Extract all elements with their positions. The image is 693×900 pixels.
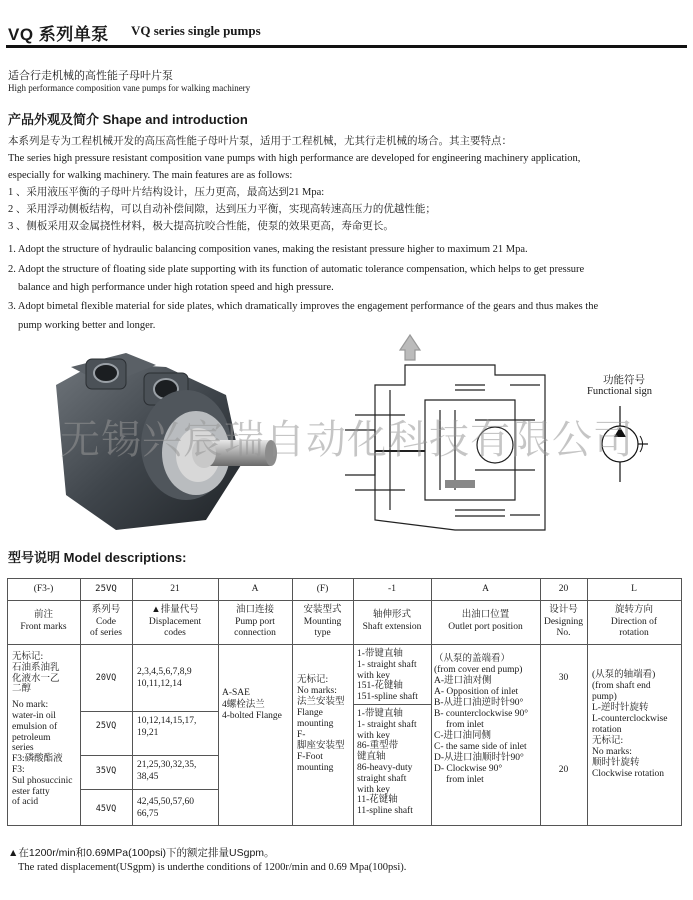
displacement-35vq: 21,25,30,32,35, 38,45 bbox=[137, 760, 197, 782]
watermark: 无锡兴宸瑞自动化科技有限公司 bbox=[60, 417, 634, 463]
page-title: VQ 系列单泵 bbox=[8, 25, 109, 44]
displacement-25vq: 10,12,14,15,17, 19,21 bbox=[137, 716, 197, 738]
design-30: 30 bbox=[558, 673, 569, 683]
feature-en-3a: 3. Adopt bimetal flexible material for side plates, which dramatically improves the engagement performance of the gears and thus makes the bbox=[8, 301, 599, 312]
page-title-en: VQ series single pumps bbox=[131, 23, 261, 38]
header-rotation: 旋转方向 Direction of rotation bbox=[610, 605, 658, 638]
code-port: A bbox=[251, 584, 259, 594]
feature-cn-1: 1 、采用液压平衡的子母叶片结构设计，压力更高，最高达到21 Mpa: bbox=[8, 187, 325, 198]
model-section-title: 型号说明 Model descriptions: bbox=[8, 550, 187, 565]
model-table bbox=[7, 578, 682, 826]
feature-en-2b: balance and high performance under high rotation speed and high pressure. bbox=[18, 282, 334, 293]
series-35vq: 35VQ bbox=[95, 766, 117, 776]
code-outlet: A bbox=[482, 584, 489, 594]
feature-en-1: 1. Adopt the structure of hydraulic balancing composition vanes, making the resistant pressure higher to maximum 21 Mpa. bbox=[8, 244, 528, 255]
footnote-en: The rated displacement(USgpm) is underthe conditions of 1200r/min and 0.69 Mpa(100psi). bbox=[18, 862, 407, 873]
functional-sign-label-en: Functional sign bbox=[587, 386, 653, 397]
subtitle-cn: 适合行走机械的高性能子母叶片泵 bbox=[8, 70, 173, 82]
code-shaft: -1 bbox=[388, 584, 396, 594]
feature-cn-2: 2 、采用浮动侧板结构，可以自动补偿间隙，达到压力平衡，实现高转速高压力的优越性能； bbox=[8, 204, 436, 215]
header-mounting: 安装型式 Mounting type bbox=[303, 605, 342, 638]
intro-en-line1: The series high pressure resistant composition vane pumps with high performance are developed for engineering machinery application, bbox=[8, 153, 581, 164]
code-displacement: 21 bbox=[170, 584, 180, 594]
series-25vq: 25VQ bbox=[95, 721, 117, 731]
feature-cn-3: 3 、侧板采用双金属挠性材料，极大提高抗咬合性能，使泵的效果更高，寿命更长。 bbox=[8, 221, 394, 232]
header-outlet: 出油口位置 Outlet port position bbox=[448, 610, 523, 632]
header-rule bbox=[6, 45, 687, 48]
subtitle-en: High performance composition vane pumps for walking machinery bbox=[8, 83, 251, 93]
footnote-cn: ▲在1200r/min和0.69MPa(100psi)下的额定排量USgpm。 bbox=[8, 847, 275, 859]
feature-en-3b: pump working better and longer. bbox=[18, 320, 156, 331]
mounting-text: 无标记: No marks: 法兰安装型 Flange mounting F- 脚座安装型 F-Foot mounting bbox=[297, 675, 345, 773]
intro-cn: 本系列是专为工程机械开发的高压高性能子母叶片泵，适用于工程机械，尤其行走机械的场合。其主要特点： bbox=[8, 136, 512, 147]
displacement-20vq: 2,3,4,5,6,7,8,9 10,11,12,14 bbox=[137, 667, 192, 689]
rotation-options: (从泵的轴端看) (from shaft end pump) L-逆时针旋转 L-counterclockwise rotation 无标记: No marks: 顺时针旋转 Clockwise rotation bbox=[592, 670, 668, 779]
functional-sign-label-cn: 功能符号 bbox=[603, 374, 645, 386]
feature-en-2a: 2. Adopt the structure of floating side plate supporting with its function of automatic tolerance compensation, which helps to get pressure bbox=[8, 264, 585, 275]
code-mounting: (F) bbox=[316, 584, 329, 594]
header-displacement: ▲排量代号 Displacement codes bbox=[148, 605, 202, 638]
port-connection-text: A-SAE 4螺栓法兰 4-bolted Flange bbox=[222, 688, 282, 721]
shaft-options-a: 1-带键直轴 1- straight shaft with key 151-花键轴 151-spline shaft bbox=[357, 649, 418, 703]
code-series: 25VQ bbox=[95, 584, 117, 594]
front-marks-text: 无标记: 石油系油乳 化液水一乙 二醇 No mark: water-in oil emulsion of petroleum series F3:磷酸酯液 F3: Sul phosuccinic ester fatty of acid bbox=[12, 652, 73, 808]
shaft-options-b: 1-带键直轴 1- straight shaft with key 86-重型带 键直轴 86-heavy-duty straight shaft with key 11-花键轴 11-spline shaft bbox=[357, 709, 417, 817]
design-20: 20 bbox=[558, 765, 569, 775]
section-title: 产品外观及简介 Shape and introduction bbox=[8, 112, 248, 127]
header-series: 系列号 Code of series bbox=[90, 605, 122, 638]
code-rotation: L bbox=[631, 584, 637, 594]
outlet-options: （从泵的盖端看） (from cover end pump) A-进口油对侧 A- Opposition of inlet B-从进口油逆时针90° B- counterclockwise 90° from inlet C-进口油同侧 C- the same side of inlet D-从进口油顺时针90° D- Clockwise 90° from inlet bbox=[434, 654, 529, 785]
displacement-45vq: 42,45,50,57,60 66,75 bbox=[137, 797, 194, 819]
series-20vq: 20VQ bbox=[95, 673, 117, 683]
header-port: 油口连接 Pump port connection bbox=[234, 605, 276, 638]
code-design: 20 bbox=[558, 584, 569, 594]
series-45vq: 45VQ bbox=[95, 804, 117, 814]
header-shaft: 轴伸形式 Shaft extension bbox=[362, 610, 422, 632]
header-front-marks: 前注 Front marks bbox=[20, 610, 67, 632]
header-design: 设计号 Designing No. bbox=[543, 605, 584, 638]
code-front-marks: (F3-) bbox=[33, 584, 54, 594]
intro-en-line2: especially for walking machinery. The main features are as follows: bbox=[8, 170, 293, 181]
